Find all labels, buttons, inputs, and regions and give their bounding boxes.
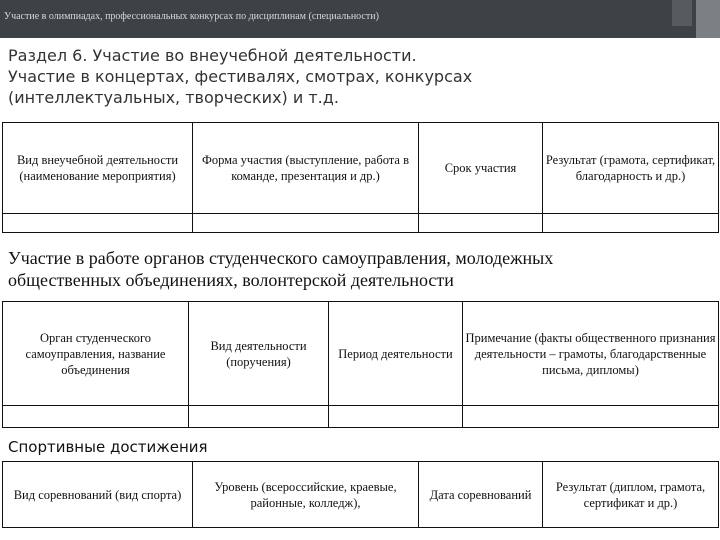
section-title — [8, 45, 472, 108]
table-header-cell: Срок участия — [419, 123, 543, 214]
slide-header-bar — [0, 0, 720, 38]
table-header-row — [3, 302, 719, 406]
table-header-cell: Период деятельности — [329, 302, 463, 406]
table-header-row — [3, 462, 719, 528]
table-cell — [543, 214, 719, 233]
table-header-row — [3, 123, 719, 214]
subheading-self-government — [8, 247, 553, 291]
table-cell — [463, 406, 719, 428]
table-cell — [3, 214, 193, 233]
table-header-cell: Орган студенческого самоуправления, название объединения — [3, 302, 189, 406]
table-header-cell: Вид соревнований (вид спорта) — [3, 462, 193, 528]
subheading-line: общественных объединениях, волонтерской деятельности — [8, 270, 454, 290]
subheading-line: Спортивные достижения — [8, 438, 208, 456]
table-row — [3, 406, 719, 428]
table-cell — [3, 406, 189, 428]
header-decoration-block — [672, 0, 692, 26]
table-cell — [193, 214, 419, 233]
table-header-cell: Примечание (факты общественного признания деятельности – грамоты, благодарственные письма, дипломы) — [463, 302, 719, 406]
subheading-sports — [8, 436, 208, 458]
table-row — [3, 214, 719, 233]
self-government-table — [2, 301, 719, 428]
activity-table — [2, 122, 719, 233]
table-header-cell: Форма участия (выступление, работа в команде, презентация и др.) — [193, 123, 419, 214]
sports-table — [2, 461, 719, 528]
table-cell — [329, 406, 463, 428]
section-title-line: Раздел 6. Участие во внеучебной деятельности. — [8, 46, 417, 65]
section-title-line: Участие в концертах, фестивалях, смотрах, конкурсах — [8, 67, 473, 86]
table-header-cell: Результат (диплом, грамота, сертификат и др.) — [543, 462, 719, 528]
table-cell — [189, 406, 329, 428]
table-header-cell: Результат (грамота, сертификат, благодарность и др.) — [543, 123, 719, 214]
table-header-cell: Вид внеучебной деятельности (наименование мероприятия) — [3, 123, 193, 214]
header-decoration-block — [696, 0, 720, 38]
table-cell — [419, 214, 543, 233]
table-header-cell: Уровень (всероссийские, краевые, районные, колледж), — [193, 462, 419, 528]
table-header-cell: Вид деятельности (поручения) — [189, 302, 329, 406]
slide-header-text: Участие в олимпиадах, профессиональных конкурсах по дисциплинам (специальности) — [4, 11, 379, 22]
table-header-cell: Дата соревнований — [419, 462, 543, 528]
section-title-line: (интеллектуальных, творческих) и т.д. — [8, 88, 339, 107]
subheading-line: Участие в работе органов студенческого самоуправления, молодежных — [8, 248, 554, 268]
